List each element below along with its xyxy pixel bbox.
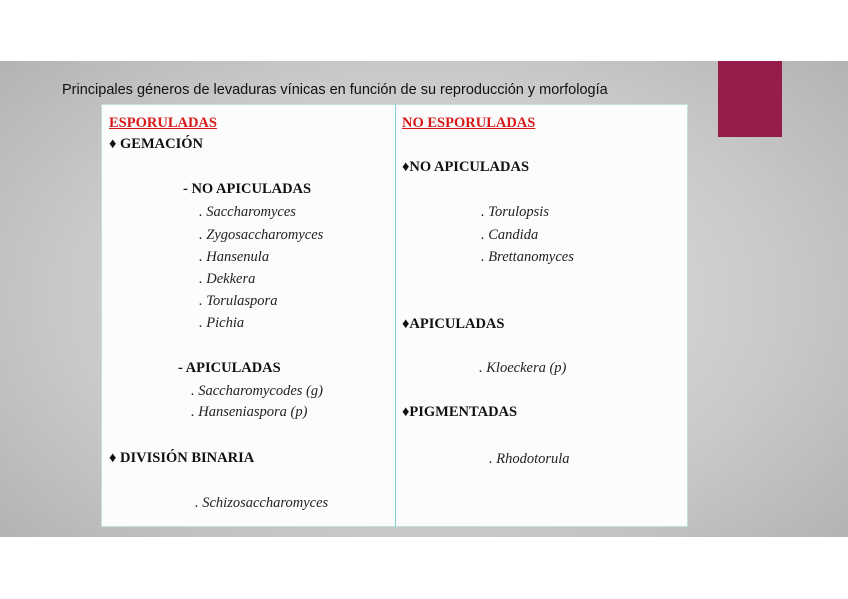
list-item: . Candida xyxy=(481,227,539,243)
list-item: . Kloeckera (p) xyxy=(479,360,567,376)
list-item: . Dekkera xyxy=(199,271,256,287)
list-item: . Hansenula xyxy=(199,249,270,265)
list-item: . Saccharomycodes (g) xyxy=(191,383,323,399)
subsection-apiculadas: - APICULADAS xyxy=(178,360,281,376)
list-item: . Schizosaccharomyces xyxy=(195,495,329,511)
header-no-esporuladas: NO ESPORULADAS xyxy=(402,115,536,131)
section-division-binaria: ♦ DIVISIÓN BINARIA xyxy=(109,450,255,466)
section-gemacion: ♦ GEMACIÓN xyxy=(109,136,203,152)
list-item: . Zygosaccharomyces xyxy=(199,227,324,243)
slide-title: Principales géneros de levaduras vínicas en función de su reproducción y morfología xyxy=(62,82,608,98)
list-item: . Hanseniaspora (p) xyxy=(191,404,308,420)
list-item: . Rhodotorula xyxy=(489,451,570,467)
list-item: . Torulopsis xyxy=(481,204,549,220)
list-item: . Brettanomyces xyxy=(481,249,574,265)
subsection-no-apiculadas: - NO APICULADAS xyxy=(183,181,312,197)
header-esporuladas: ESPORULADAS xyxy=(109,115,217,131)
section-apiculadas: ♦APICULADAS xyxy=(402,316,505,332)
list-item: . Pichia xyxy=(199,315,245,331)
list-item: . Saccharomyces xyxy=(199,204,296,220)
section-no-apiculadas: ♦NO APICULADAS xyxy=(402,159,530,175)
section-pigmentadas: ♦PIGMENTADAS xyxy=(402,404,518,420)
accent-block xyxy=(718,61,782,137)
list-item: . Torulaspora xyxy=(199,293,278,309)
column-divider xyxy=(395,104,396,527)
